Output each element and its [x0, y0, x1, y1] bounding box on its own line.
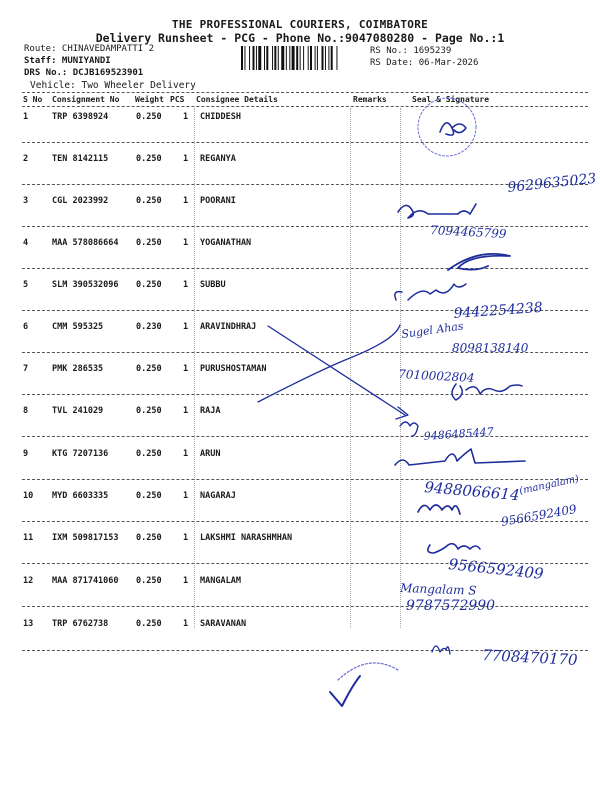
row-pcs: 1 — [183, 364, 189, 374]
row-weight: 0.250 — [136, 112, 162, 122]
col-weight: Weight — [135, 95, 164, 104]
row-consignment: CMM 595325 — [52, 322, 104, 332]
row-rule — [22, 226, 588, 227]
row-pcs: 1 — [183, 491, 189, 501]
row-rule — [22, 563, 588, 564]
row-consignee: PURUSHOSTAMAN — [200, 364, 267, 374]
row-pcs: 1 — [183, 154, 189, 164]
handwritten-phone: 7708470170 — [481, 646, 579, 669]
col-pcs: PCS — [170, 95, 185, 104]
row-consignee: YOGANATHAN — [200, 238, 252, 248]
row-consignment: KTG 7207136 — [52, 449, 109, 459]
table-row — [0, 238, 600, 280]
barcode — [241, 46, 367, 70]
handwritten-phone: 9488066614 — [423, 478, 521, 505]
row-pcs: 1 — [183, 112, 189, 122]
row-weight: 0.250 — [136, 280, 162, 290]
row-rule — [22, 479, 588, 480]
handwritten-phone: 9566592409 — [500, 501, 578, 529]
rs-date: RS Date: 06-Mar-2026 — [370, 58, 479, 68]
row-consignment: IXM 509817153 — [52, 533, 119, 543]
handwritten-phone: 9442254238 — [453, 299, 544, 322]
company-title: THE PROFESSIONAL COURIERS, COIMBATORE — [171, 18, 429, 31]
handwritten-name: (mangalam) — [518, 473, 581, 497]
row-consignee: SUBBU — [200, 280, 226, 290]
row-sno: 12 — [23, 576, 34, 586]
row-pcs: 1 — [183, 322, 189, 332]
row-rule — [22, 606, 588, 607]
row-weight: 0.250 — [136, 238, 162, 248]
row-sno: 2 — [23, 154, 29, 164]
row-sno: 9 — [23, 449, 29, 459]
row-consignee: RAJA — [200, 406, 221, 416]
row-consignee: LAKSHMI NARASHMHAN — [200, 533, 293, 543]
row-consignment: MAA 871741060 — [52, 576, 119, 586]
rs-number: RS No.: 1695239 — [370, 46, 452, 56]
col-consignment: Consignment No — [52, 95, 120, 104]
header-bottom-rule — [22, 106, 588, 107]
col-seal: Seal & Signature — [412, 95, 490, 104]
row-pcs: 1 — [183, 576, 189, 586]
row-weight: 0.230 — [136, 322, 162, 332]
row-consignment: SLM 390532096 — [52, 280, 119, 290]
col-remarks: Remarks — [353, 95, 387, 104]
table-row — [0, 154, 600, 196]
row-rule — [22, 521, 588, 522]
table-row — [0, 406, 600, 448]
row-consignee: POORANI — [200, 196, 236, 206]
row-sno: 7 — [23, 364, 29, 374]
handwritten-phone: 9486485447 — [423, 425, 495, 443]
row-consignee: ARAVINDHRAJ — [200, 322, 257, 332]
staff-text: Staff: MUNIYANDI — [24, 56, 111, 66]
row-consignee: ARUN — [200, 449, 221, 459]
row-rule — [22, 142, 588, 143]
row-weight: 0.250 — [136, 154, 162, 164]
row-weight: 0.250 — [136, 576, 162, 586]
row-pcs: 1 — [183, 406, 189, 416]
tick-mark-icon — [330, 676, 360, 706]
row-pcs: 1 — [183, 238, 189, 248]
table-row — [0, 619, 600, 661]
row-pcs: 1 — [183, 280, 189, 290]
handwritten-phone: 7094465799 — [429, 223, 507, 241]
table-row — [0, 364, 600, 406]
row-consignment: MYD 6603335 — [52, 491, 109, 501]
row-rule — [22, 650, 588, 651]
vehicle-text: Vehicle: Two Wheeler Delivery — [30, 80, 196, 91]
table-row — [0, 491, 600, 533]
row-consignment: CGL 2023992 — [52, 196, 109, 206]
row-consignee: NAGARAJ — [200, 491, 236, 501]
row-rule — [22, 184, 588, 185]
row-rule — [22, 394, 588, 395]
row-consignee: SARAVANAN — [200, 619, 247, 629]
row-consignment: PMK 286535 — [52, 364, 104, 374]
col-sno: S No — [23, 95, 43, 104]
handwritten-name: Sugel Ahas — [400, 319, 465, 341]
row-consignment: TEN 8142115 — [52, 154, 109, 164]
row-sno: 1 — [23, 112, 29, 122]
row-consignment: TRP 6398924 — [52, 112, 109, 122]
row-sno: 13 — [23, 619, 34, 629]
row-weight: 0.250 — [136, 619, 162, 629]
handwritten-phone: 9787572990 — [406, 598, 496, 614]
route-text: Route: CHINAVEDAMPATTI 2 — [24, 44, 155, 54]
row-weight: 0.250 — [136, 533, 162, 543]
row-rule — [22, 436, 588, 437]
col-consignee: Consignee Details — [196, 95, 278, 104]
row-sno: 5 — [23, 280, 29, 290]
header-top-rule — [22, 92, 588, 93]
row-consignment: TRP 6762738 — [52, 619, 109, 629]
row-weight: 0.250 — [136, 196, 162, 206]
row-consignee: REGANYA — [200, 154, 236, 164]
handwritten-phone: 7010002804 — [397, 367, 475, 385]
handwritten-phone: 8098138140 — [452, 341, 529, 355]
row-sno: 3 — [23, 196, 29, 206]
handwritten-name: Mangalam S — [399, 581, 477, 598]
row-weight: 0.250 — [136, 406, 162, 416]
row-pcs: 1 — [183, 449, 189, 459]
row-weight: 0.250 — [136, 364, 162, 374]
row-consignment: MAA 578086664 — [52, 238, 119, 248]
table-row — [0, 280, 600, 322]
row-consignment: TVL 241029 — [52, 406, 104, 416]
row-pcs: 1 — [183, 533, 189, 543]
handwritten-phone: 9566592409 — [447, 555, 545, 583]
runsheet-subtitle: Delivery Runsheet - PCG - Phone No.:9047080280 - Page No.:1 — [95, 31, 505, 45]
table-row — [0, 449, 600, 491]
row-rule — [22, 268, 588, 269]
table-row — [0, 112, 600, 154]
row-pcs: 1 — [183, 196, 189, 206]
row-rule — [22, 352, 588, 353]
row-pcs: 1 — [183, 619, 189, 629]
drs-text: DRS No.: DCJB169523901 — [24, 68, 144, 78]
row-sno: 11 — [23, 533, 34, 543]
table-row — [0, 576, 600, 618]
row-sno: 6 — [23, 322, 29, 332]
row-weight: 0.250 — [136, 449, 162, 459]
table-row — [0, 533, 600, 575]
table-row — [0, 322, 600, 364]
row-sno: 10 — [23, 491, 34, 501]
row-sno: 4 — [23, 238, 29, 248]
row-consignee: CHIDDESH — [200, 112, 241, 122]
row-weight: 0.250 — [136, 491, 162, 501]
row-rule — [22, 310, 588, 311]
handwritten-phone: 9629635023 — [506, 170, 598, 196]
seal-stamp — [338, 663, 398, 680]
table-row — [0, 196, 600, 238]
row-consignee: MANGALAM — [200, 576, 241, 586]
row-sno: 8 — [23, 406, 29, 416]
